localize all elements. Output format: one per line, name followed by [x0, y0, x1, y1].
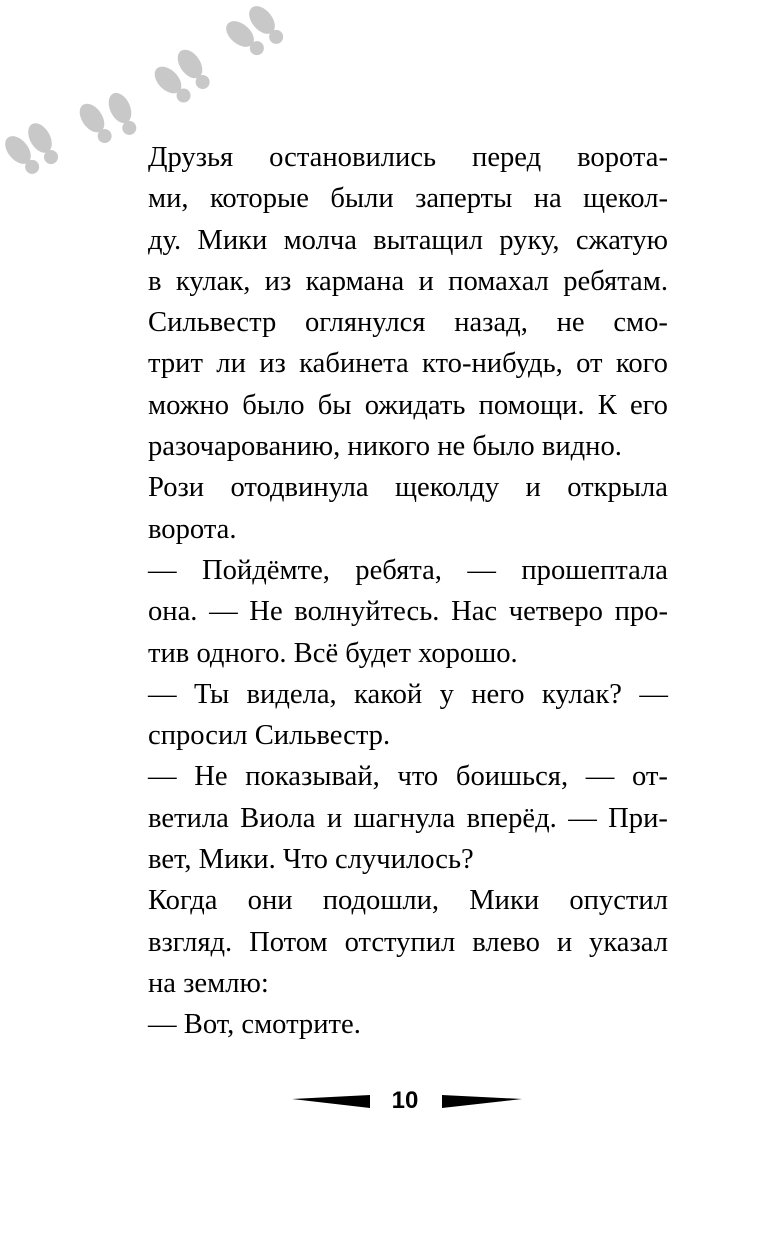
text-line: ветила Виола и шагнула вперёд. — При-	[148, 802, 668, 834]
text-line: ду. Мики молча вытащил руку, сжатую	[148, 224, 668, 256]
paragraph	[148, 137, 668, 467]
text-line: Сильвестр оглянулся назад, не смо-	[148, 307, 668, 339]
paragraph	[148, 467, 668, 550]
text-line: разочарованию, никого не было видно.	[148, 431, 622, 463]
paragraph	[148, 550, 668, 674]
text-line: спросил Сильвестр.	[148, 720, 391, 752]
text-line: ми, которые были заперты на щекол-	[148, 183, 668, 215]
text-line: трит ли из кабинета кто-нибудь, от кого	[148, 348, 668, 380]
paragraph	[148, 674, 668, 757]
text-line: взгляд. Потом отступил влево и указал	[148, 926, 668, 958]
text-line: — Ты видела, какой у него кулак? —	[148, 678, 668, 710]
left-ornament-icon	[292, 1083, 370, 1119]
text-line: ворота.	[148, 513, 237, 545]
text-line: на землю:	[148, 967, 269, 999]
text-line: в кулак, из кармана и помахал ребятам.	[148, 265, 668, 297]
paragraph	[148, 880, 668, 1004]
page-number: 10	[391, 1087, 419, 1114]
paragraph	[148, 756, 668, 880]
text-line: вет, Мики. Что случилось?	[148, 844, 474, 876]
text-line: тив одного. Всё будет хорошо.	[148, 637, 518, 669]
text-line: — Пойдёмте, ребята, — прошептала	[148, 554, 668, 586]
right-ornament-icon	[442, 1083, 522, 1119]
text-line: Рози отодвинула щеколду и открыла	[148, 472, 668, 504]
paragraph	[148, 1004, 668, 1045]
text-line: — Вот, смотрите.	[148, 1009, 361, 1041]
text-line: Когда они подошли, Мики опустил	[148, 885, 668, 917]
text-line: она. — Не волнуйтесь. Нас четверо про-	[148, 596, 668, 628]
text-line: — Не показывай, что боишься, — от-	[148, 761, 668, 793]
text-line: Друзья остановились перед ворота-	[148, 142, 668, 173]
page-text	[148, 137, 668, 1046]
text-line: можно было бы ожидать помощи. К его	[148, 389, 668, 421]
page-number-footer	[0, 1083, 768, 1119]
